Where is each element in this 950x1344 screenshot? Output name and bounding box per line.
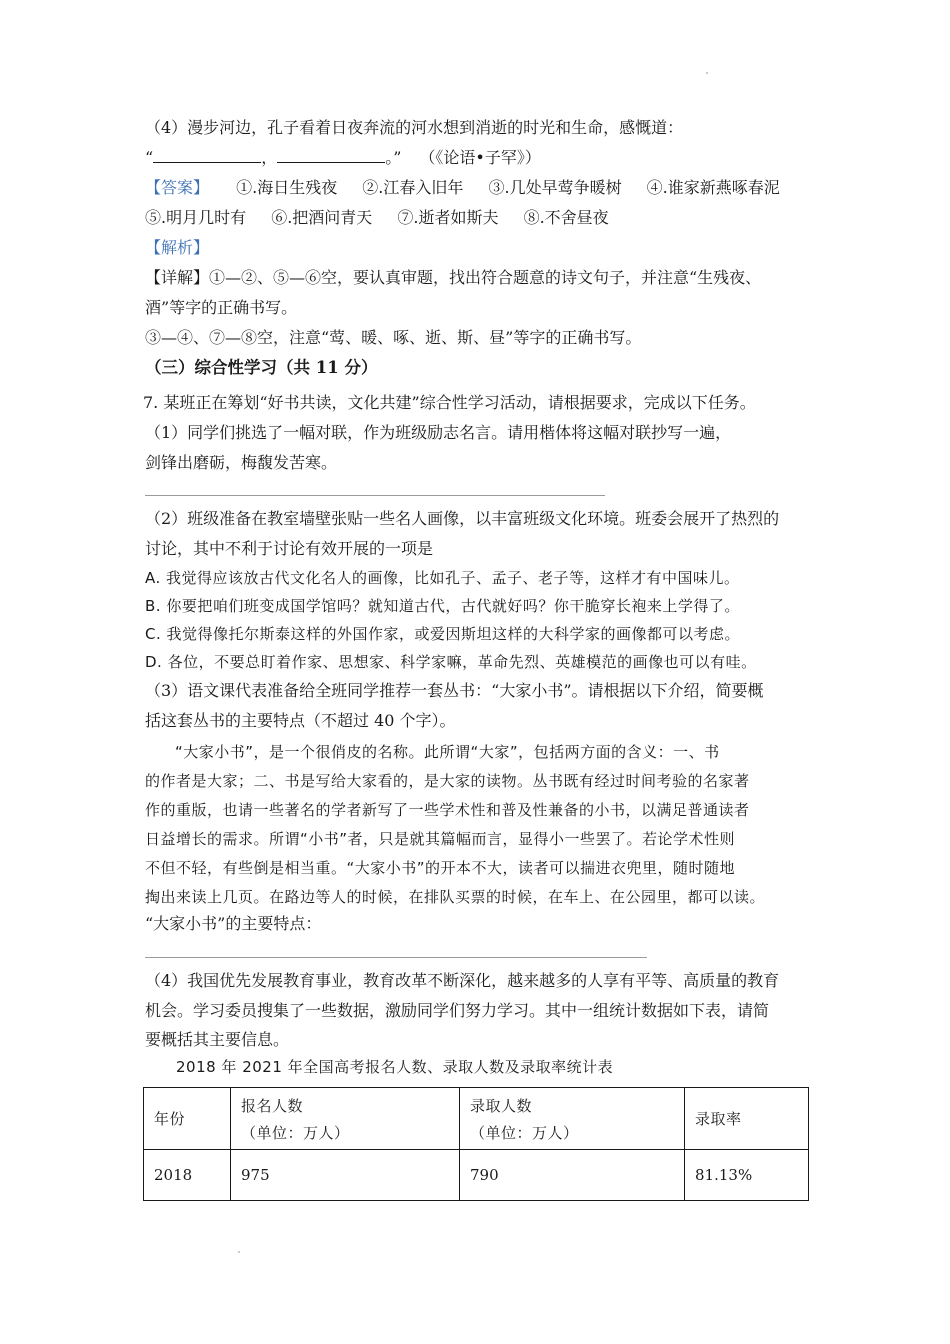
- scan-speck: [238, 1251, 240, 1253]
- option-c: C. 我觉得像托尔斯泰这样的外国作家，或爱因斯坦这样的大科学家的画像都可以考虑。: [145, 625, 741, 643]
- cell-registered: 975: [231, 1150, 460, 1201]
- passage-line: 不但不轻，有些倒是相当重。“大家小书”的开本不大，读者可以揣进衣兜里，随时随地: [145, 859, 736, 877]
- answer-line-rule[interactable]: [145, 495, 605, 496]
- q4-source: （《论语•子罕》）: [419, 148, 541, 167]
- option-a: A. 我觉得应该放古代文化名人的画像，比如孔子、孟子、老子等，这样才有中国味儿。: [145, 569, 740, 587]
- q7-part4-line-1: （4）我国优先发展教育事业，教育改革不断深化，越来越多的人享有平等、高质量的教育: [145, 971, 780, 990]
- q7-stem: 7. 某班正在筹划“好书共读，文化共建”综合性学习活动，请根据要求，完成以下任务。: [143, 393, 756, 412]
- answer-item: ⑧.不舍昼夜: [523, 208, 609, 227]
- passage-line: 掏出来读上几页。在路边等人的时候，在排队买票的时候，在车上、在公园里，都可以读。: [145, 888, 766, 906]
- passage-line: 作的重版，也请一些著名的学者新写了一些学术性和普及性兼备的小书，以满足普通读者: [145, 801, 750, 819]
- header-admitted-unit: （单位：万人）: [470, 1123, 579, 1142]
- q7-part2-line-1: （2）班级准备在教室墙壁张贴一些名人画像，以丰富班级文化环境。班委会展开了热烈的: [145, 509, 780, 528]
- header-admitted-label: 录取人数: [470, 1096, 533, 1115]
- q7-part3-line-2: 括这套丛书的主要特点（不超过 40 个字）。: [145, 711, 456, 730]
- answer-item: ②.江春入旧年: [362, 178, 464, 197]
- q7-part2-line-2: 讨论，其中不利于讨论有效开展的一项是: [145, 539, 434, 558]
- q7-part4-line-3: 要概括其主要信息。: [145, 1030, 290, 1049]
- section-title: （三）综合性学习（共 11 分）: [145, 358, 378, 377]
- q4-prompt: （4）漫步河边，孔子看着日夜奔流的河水想到消逝的时光和生命，感慨道：: [145, 118, 684, 137]
- header-registered-unit: （单位：万人）: [241, 1123, 350, 1142]
- quote-open: “: [145, 148, 154, 167]
- scan-speck: [706, 72, 708, 74]
- q7-part3-line-1: （3）语文课代表准备给全班同学推荐一套丛书：“大家小书”。请根据以下介绍，简要概: [145, 681, 764, 700]
- answer-blank-1[interactable]: [153, 148, 261, 163]
- answer-item: ⑦.逝者如斯夫: [397, 208, 499, 227]
- blank-comma: ，: [261, 148, 278, 167]
- answer-line-rule[interactable]: [145, 957, 647, 958]
- cell-rate: 81.13%: [685, 1150, 809, 1201]
- analysis-tag: 【解析】: [145, 238, 210, 257]
- answer-tag: 【答案】: [145, 178, 210, 197]
- quote-close: 。”: [385, 148, 402, 167]
- answer-blank-2[interactable]: [277, 148, 385, 163]
- header-registered: [231, 1088, 460, 1150]
- table-row: [144, 1150, 809, 1201]
- table-title: 2018 年 2021 年全国高考报名人数、录取人数及录取率统计表: [176, 1058, 614, 1076]
- header-year: 年份: [144, 1088, 231, 1150]
- option-b: B. 你要把咱们班变成国学馆吗？就知道古代，古代就好吗？你干脆穿长袍来上学得了。: [145, 597, 740, 615]
- q4-blanks-line: [145, 147, 541, 169]
- cell-admitted: 790: [460, 1150, 685, 1201]
- answer-item: ①.海日生残夜: [236, 178, 338, 197]
- answer-item: ④.谁家新燕啄春泥: [646, 178, 780, 197]
- answer-item: ③.几处早莺争暖树: [488, 178, 622, 197]
- q7-part1-line-1: （1）同学们挑选了一幅对联，作为班级励志名言。请用楷体将这幅对联抄写一遍，: [145, 423, 732, 442]
- answer-item: ⑥.把酒问青天: [271, 208, 373, 227]
- answer-line-2: [145, 207, 629, 229]
- q7-couplet: 剑锋出磨砺，梅馥发苦寒。: [145, 453, 338, 472]
- cell-year: 2018: [144, 1150, 231, 1201]
- header-rate: 录取率: [685, 1088, 809, 1150]
- answer-line-1: [145, 177, 780, 199]
- passage-line: 日益增长的需求。所谓“小书”者，只是就其篇幅而言，显得小一些罢了。若论学术性则: [145, 830, 736, 848]
- header-admitted: [460, 1088, 685, 1150]
- header-registered-label: 报名人数: [241, 1096, 304, 1115]
- answer-item: ⑤.明月几时有: [145, 208, 247, 227]
- stats-table: [143, 1087, 809, 1201]
- table-header-row: [144, 1088, 809, 1150]
- passage-line: “大家小书”，是一个很俏皮的名称。此所谓“大家”，包括两方面的含义：一、书: [175, 743, 720, 761]
- option-d: D. 各位，不要总盯着作家、思想家、科学家嘛，革命先烈、英雄模范的画像也可以有哇。: [145, 653, 757, 671]
- q7-part4-line-2: 机会。学习委员搜集了一些数据，激励同学们努力学习。其中一组统计数据如下表，请简: [145, 1001, 770, 1020]
- analysis-line-3: ③—④、⑦—⑧空，注意“莺、暖、啄、逝、斯、昼”等字的正确书写。: [145, 328, 642, 347]
- analysis-line-2: 酒”等字的正确书写。: [145, 298, 298, 317]
- analysis-line-1: 【详解】①—②、⑤—⑥空，要认真审题，找出符合题意的诗文句子，并注意“生残夜、: [145, 268, 762, 287]
- features-label: “大家小书”的主要特点：: [145, 914, 322, 933]
- passage-line: 的作者是大家；二、书是写给大家看的，是大家的读物。丛书既有经过时间考验的名家著: [145, 772, 750, 790]
